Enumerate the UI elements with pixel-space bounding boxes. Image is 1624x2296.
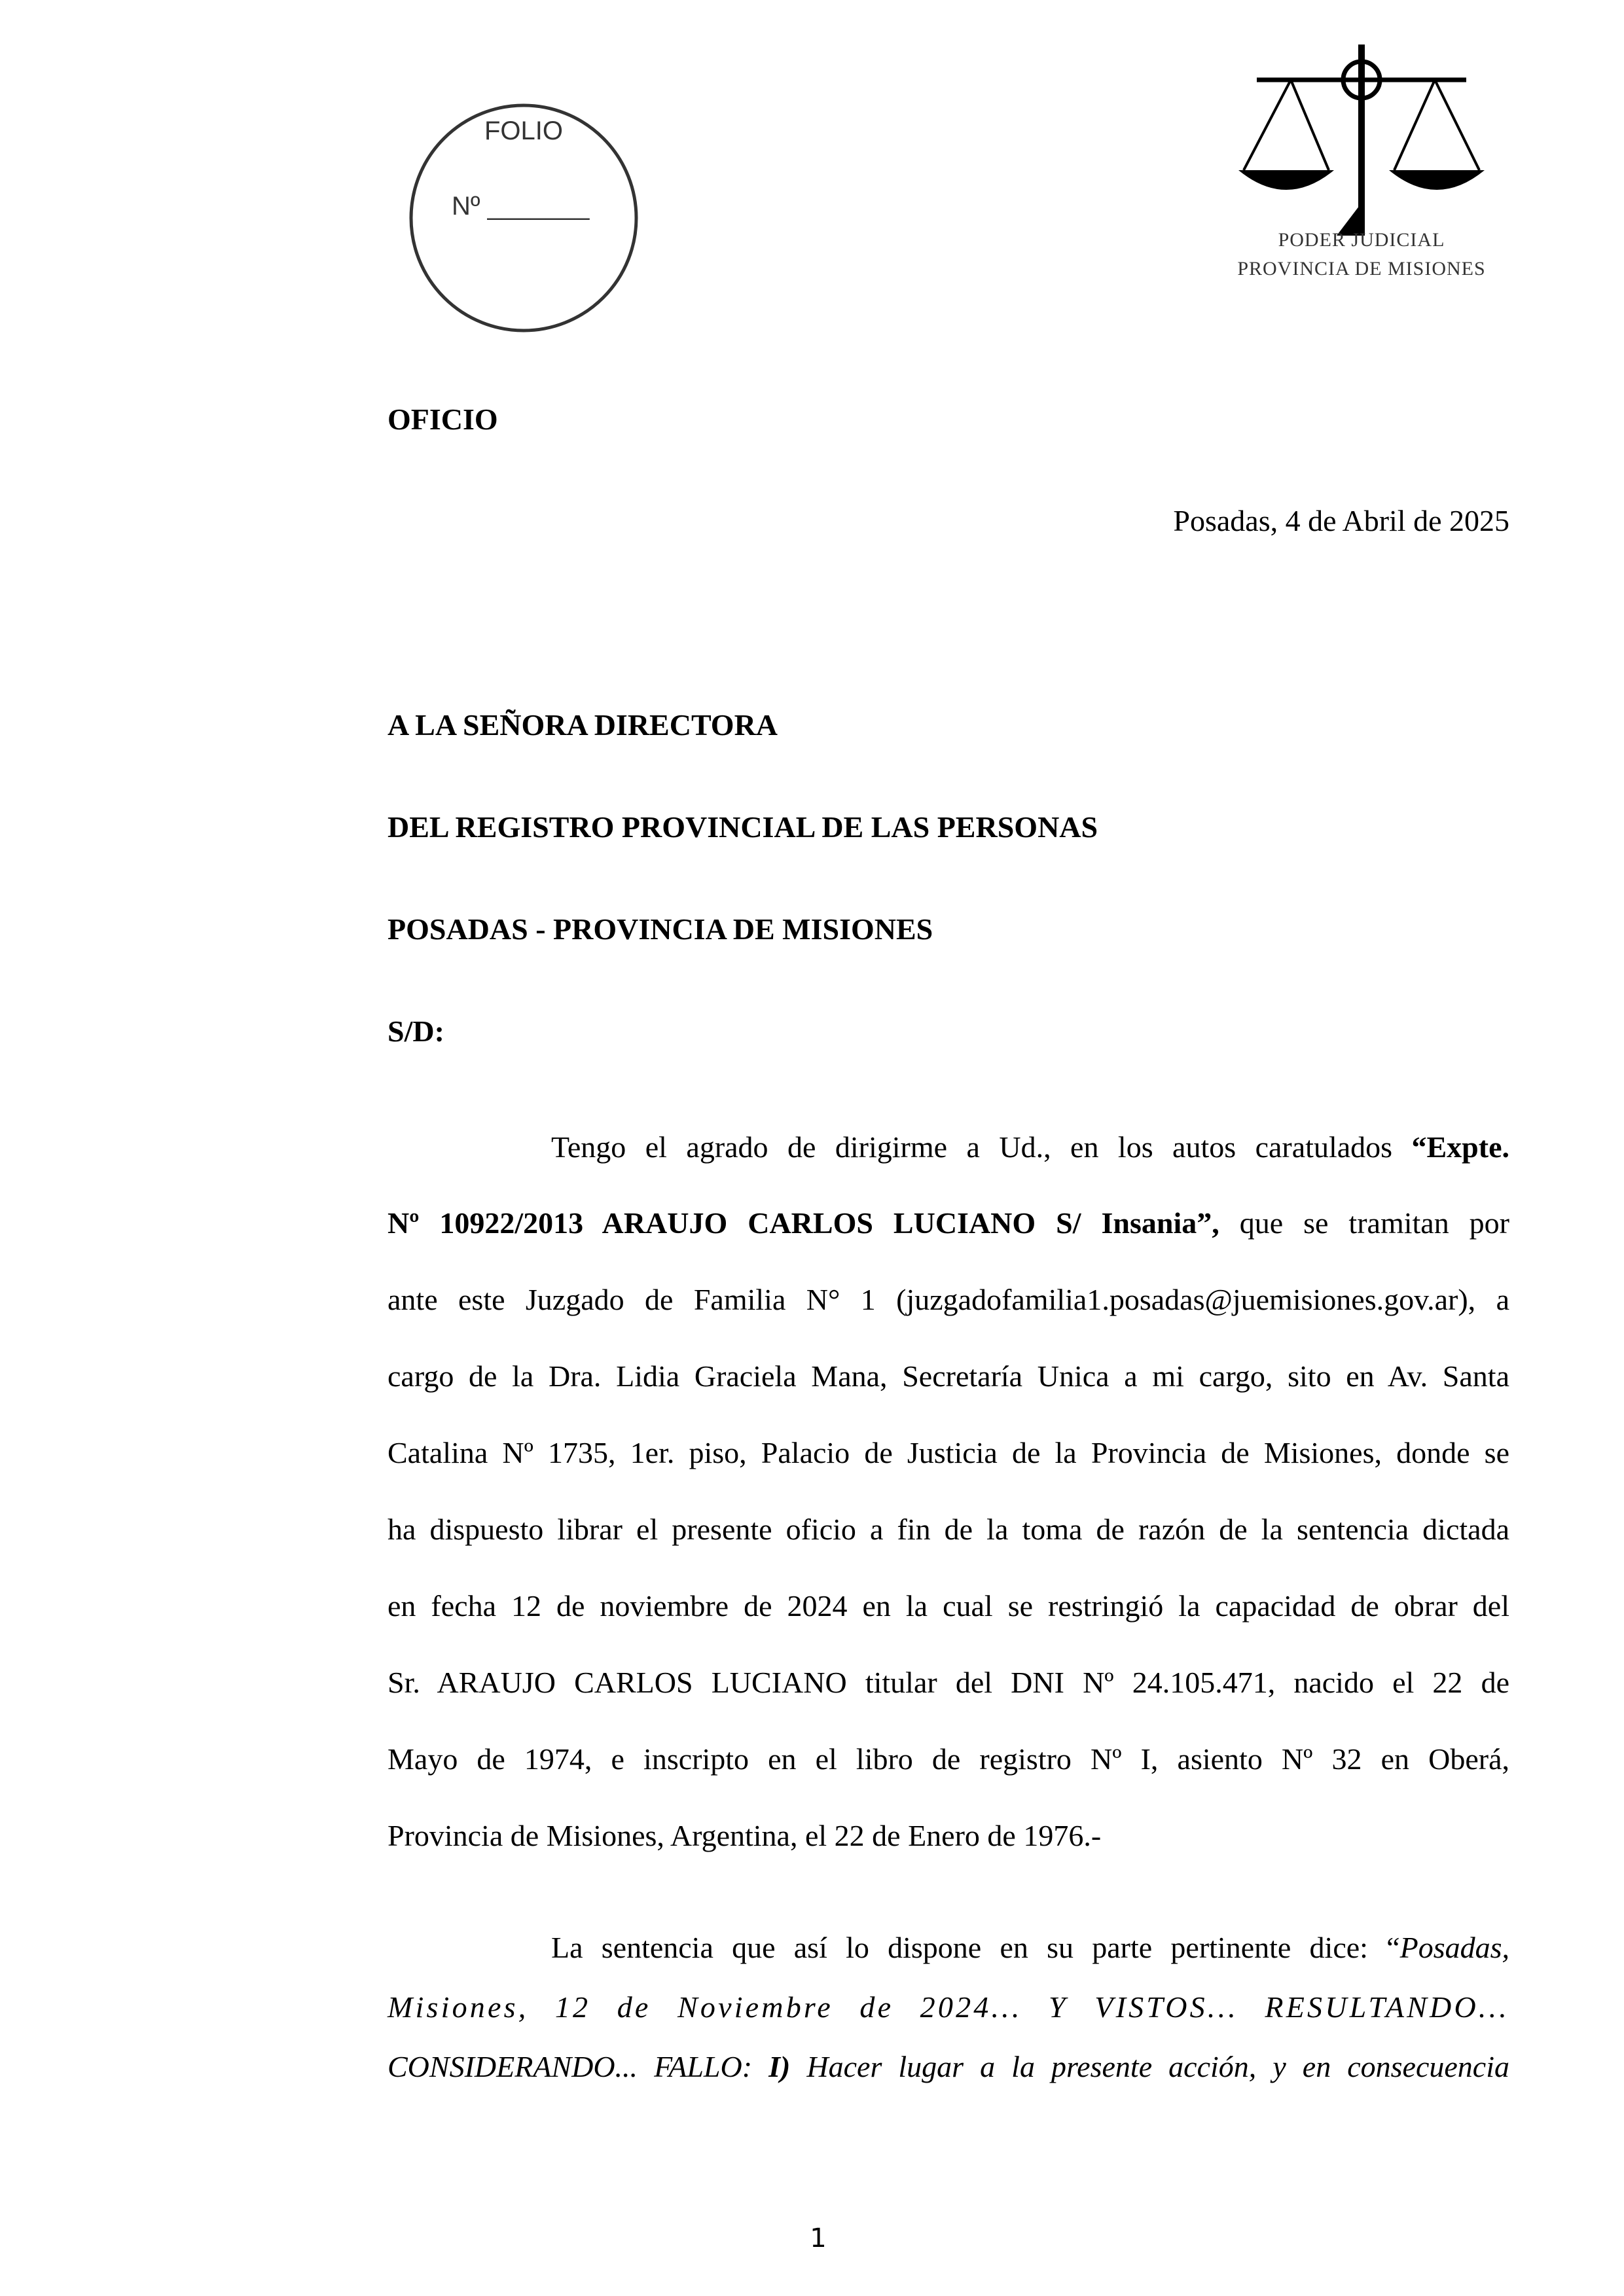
emblem-caption-line2: PROVINCIA DE MISIONES [1237,258,1486,279]
folio-number: Nº _______ [452,192,590,221]
paragraph-1-line-2: Nº 10922/2013 ARAUJO CARLOS LUCIANO S/ Insania”, que se tramitan por [388,1206,1510,1240]
recipient-line-3: POSADAS - PROVINCIA DE MISIONES [388,912,933,946]
paragraph-1-line-4: cargo de la Dra. Lidia Graciela Mana, Secretaría Unica a mi cargo, sito en Av. Santa [388,1359,1509,1393]
paragraph-2-line-1: La sentencia que así lo dispone en su parte pertinente dice: “Posadas, [551,1931,1509,1964]
recipient-line-4: S/D: [388,1014,444,1048]
folio-stamp [409,103,638,332]
paragraph-1-line-1: Tengo el agrado de dirigirme a Ud., en los autos caratulados “Expte. [551,1130,1509,1164]
emblem-caption-line1: PODER JUDICIAL [1278,229,1445,251]
paragraph-1-line-9: Mayo de 1974, e inscripto en el libro de registro Nº I, asiento Nº 32 en Oberá, [388,1742,1509,1776]
paragraph-1-line-8: Sr. ARAUJO CARLOS LUCIANO titular del DNI Nº 24.105.471, nacido el 22 de [388,1666,1509,1699]
recipient-line-1: A LA SEÑORA DIRECTORA [388,708,778,742]
page-number: 1 [810,2223,827,2253]
paragraph-1-line-3: ante este Juzgado de Familia N° 1 (juzgadofamilia1.posadas@juemisiones.gov.ar), a [388,1283,1509,1316]
document-heading: OFICIO [388,403,498,436]
paragraph-1-line-7: en fecha 12 de noviembre de 2024 en la cual se restringió la capacidad de obrar del [388,1589,1509,1623]
recipient-line-2: DEL REGISTRO PROVINCIAL DE LAS PERSONAS [388,810,1098,844]
paragraph-1-line-10: Provincia de Misiones, Argentina, el 22 de Enero de 1976.- [388,1819,1102,1852]
date-line: Posadas, 4 de Abril de 2025 [1173,504,1509,537]
paragraph-2-line-3: CONSIDERANDO... FALLO: I) Hacer lugar a la presente acción, y en consecuencia [388,2050,1510,2083]
paragraph-1-line-6: ha dispuesto librar el presente oficio a fin de la toma de razón de la sentencia dictada [388,1513,1509,1546]
paragraph-1-line-5: Catalina Nº 1735, 1er. piso, Palacio de Justicia de la Provincia de Misiones, donde se [388,1436,1509,1469]
folio-label: FOLIO [484,117,564,145]
paragraph-2-line-2: Misiones, 12 de Noviembre de 2024... Y VISTOS... RESULTANDO... [388,1990,1509,2024]
